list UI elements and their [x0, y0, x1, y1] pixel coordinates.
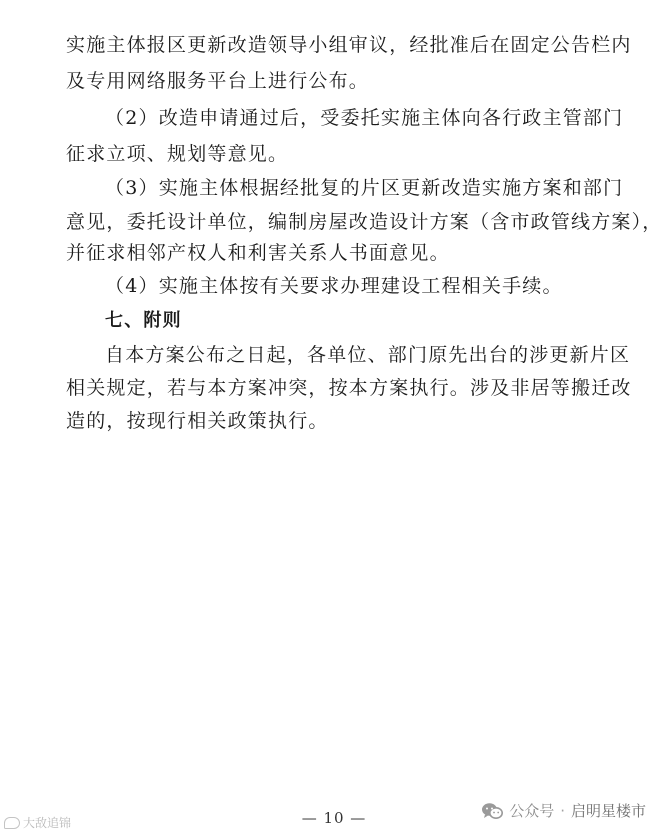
wechat-separator: ·	[560, 801, 565, 820]
wechat-account-tag[interactable]	[481, 800, 646, 821]
wechat-label: 公众号	[509, 802, 555, 820]
paragraph-line: 自本方案公布之日起，各单位、部门原先出台的涉更新片区	[105, 344, 631, 366]
paragraph-line: 并征求相邻产权人和利害关系人书面意见。	[66, 242, 450, 264]
paragraph-line: 意见，委托设计单位，编制房屋改造设计方案（含市政管线方案），	[66, 211, 663, 233]
paragraph-line: 实施主体报区更新改造领导小组审议，经批准后在固定公告栏内	[66, 34, 632, 56]
watermark-left	[4, 814, 71, 831]
paragraph-line: （2）改造申请通过后，受委托实施主体向各行政主管部门	[105, 107, 624, 129]
paragraph-line: 及专用网络服务平台上进行公布。	[66, 70, 370, 92]
paragraph-line: （4）实施主体按有关要求办理建设工程相关手续。	[105, 275, 563, 297]
speech-bubble-icon	[4, 817, 20, 829]
section-heading: 七、附则	[105, 310, 182, 331]
paragraph-line: （3）实施主体根据经批复的片区更新改造实施方案和部门	[105, 177, 624, 199]
paragraph-line: 造的，按现行相关政策执行。	[66, 410, 329, 432]
paragraph-line: 征求立项、规划等意见。	[66, 143, 289, 165]
watermark-left-text: 大敌追锦	[23, 816, 72, 830]
wechat-account-name: 启明星楼市	[570, 802, 646, 820]
paragraph-line: 相关规定，若与本方案冲突，按本方案执行。涉及非居等搬迁改	[66, 377, 632, 399]
page-number: — 10 —	[301, 809, 367, 827]
wechat-icon	[481, 802, 503, 820]
